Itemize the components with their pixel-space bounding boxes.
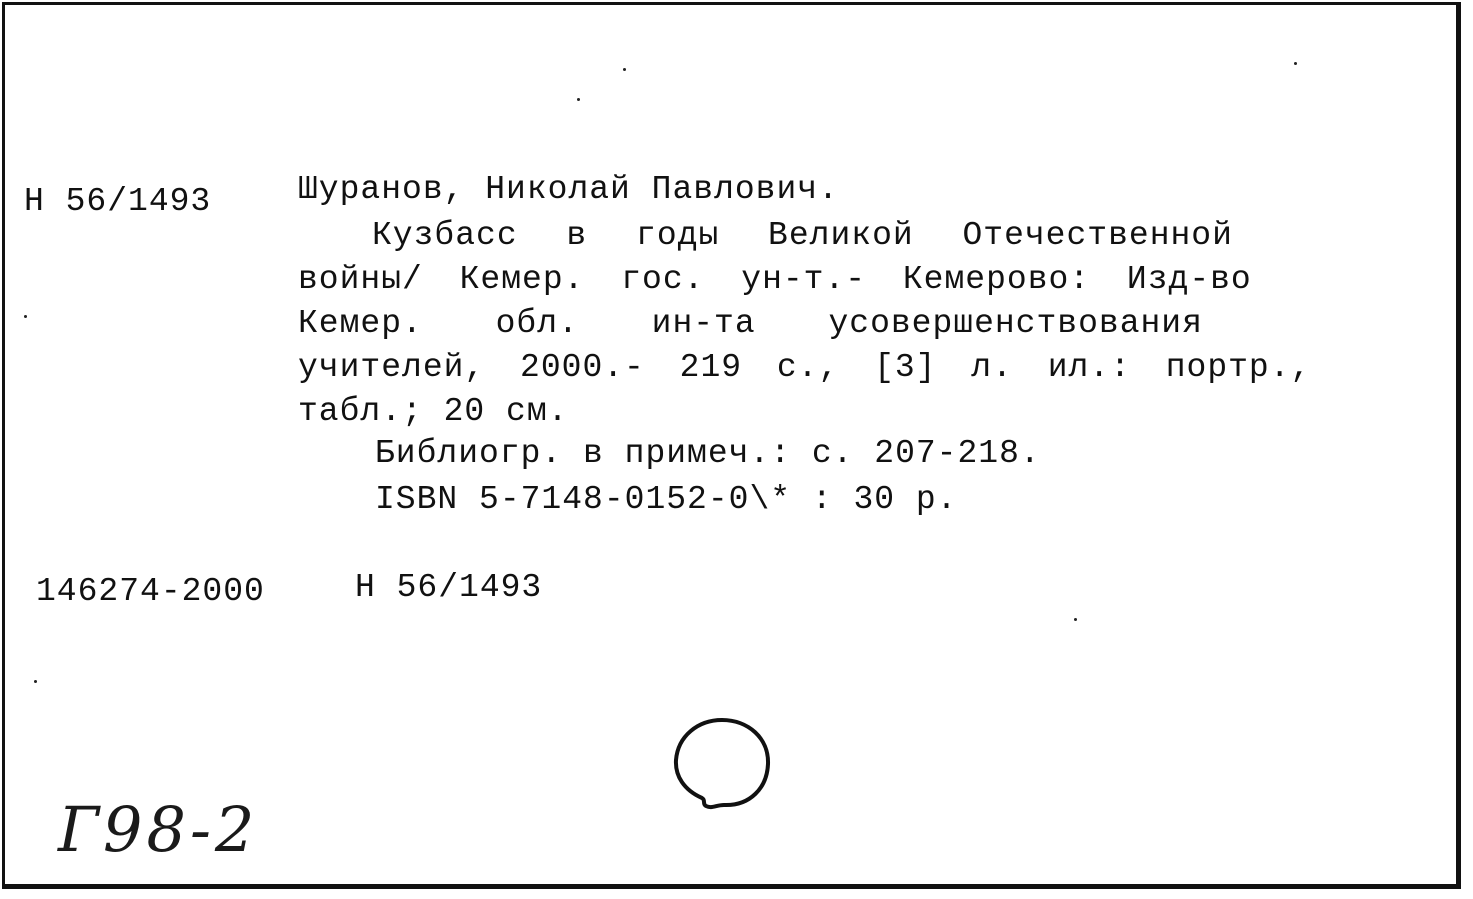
speck bbox=[623, 68, 626, 71]
title-line-5: табл.; 20 см. bbox=[298, 393, 569, 430]
handwritten-code: Г98-2 bbox=[58, 793, 259, 866]
speck bbox=[1074, 618, 1077, 621]
speck bbox=[577, 98, 580, 101]
inventory-number: 146274-2000 bbox=[36, 573, 265, 610]
speck bbox=[34, 680, 37, 683]
speck bbox=[24, 315, 27, 318]
title-line-4: учителей, 2000.- 219 с., [3] л. ил.: портр., bbox=[298, 349, 1312, 386]
shelf-mark: Н 56/1493 bbox=[24, 183, 212, 220]
title-line-3: Кемер. обл. ин-та усовершенствования bbox=[298, 305, 1203, 342]
inventory-shelf-mark: Н 56/1493 bbox=[355, 569, 543, 606]
isbn-line: ISBN 5-7148-0152-0\* : 30 р. bbox=[375, 481, 958, 518]
bibliography-note: Библиогр. в примеч.: с. 207-218. bbox=[375, 435, 1041, 472]
punch-hole-icon bbox=[672, 716, 772, 810]
author-heading: Шуранов, Николай Павлович. bbox=[298, 171, 839, 208]
title-line-1: Кузбасс в годы Великой Отечественной bbox=[372, 217, 1233, 254]
speck bbox=[1294, 62, 1297, 65]
title-line-2: войны/ Кемер. гос. ун-т.- Кемерово: Изд-во bbox=[298, 261, 1252, 298]
